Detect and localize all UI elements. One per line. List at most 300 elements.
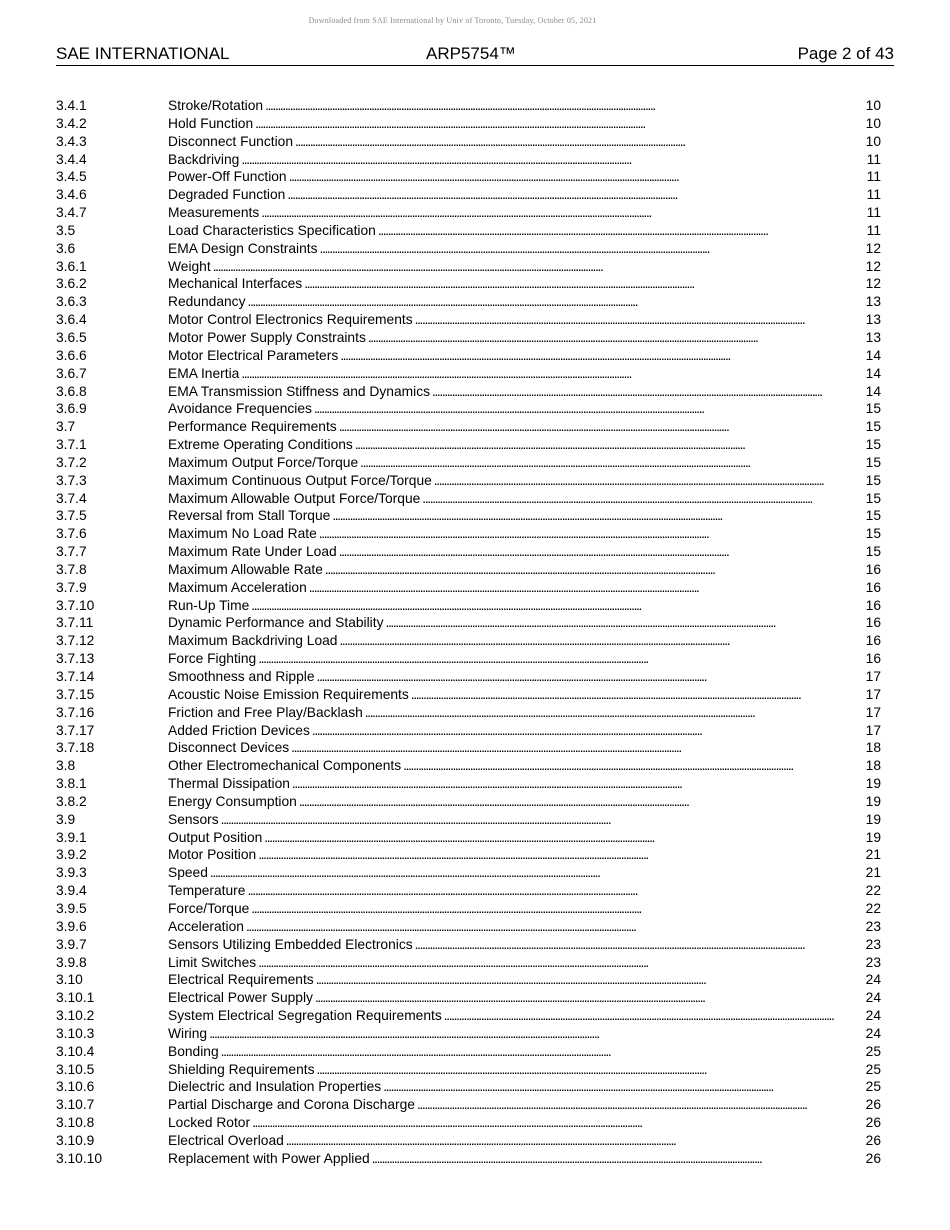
toc-entry-line — [168, 507, 881, 525]
toc-dot-leader — [241, 151, 865, 169]
toc-dot-leader — [320, 240, 865, 258]
toc-section-title: Measurements — [168, 205, 260, 221]
toc-section-title: Wiring — [168, 1025, 208, 1041]
toc-page-number: 11 — [866, 187, 881, 203]
toc-entry[interactable] — [56, 436, 881, 454]
toc-dot-leader — [255, 115, 865, 133]
toc-entry[interactable] — [56, 900, 881, 918]
toc-section-number: 3.7.7 — [56, 544, 87, 560]
toc-section-number: 3.7.14 — [56, 669, 95, 684]
toc-entry[interactable] — [56, 989, 881, 1007]
toc-entry[interactable] — [56, 454, 881, 472]
toc-entry[interactable] — [56, 704, 881, 722]
toc-section-title: Extreme Operating Conditions — [168, 437, 353, 453]
toc-section-title: Power-Off Function — [168, 169, 287, 185]
toc-section-number: 3.10.2 — [56, 1008, 95, 1024]
toc-dot-leader — [287, 186, 865, 204]
toc-entry-line — [168, 186, 881, 204]
toc-section-number: 3.7.2 — [56, 454, 87, 470]
toc-page-number: 16 — [865, 651, 881, 667]
toc-section-title: Dynamic Performance and Stability — [168, 615, 384, 631]
toc-section-title: Weight — [168, 258, 211, 274]
toc-section-number: 3.10 — [56, 972, 83, 988]
toc-entry-line — [168, 168, 881, 186]
toc-section-number: 3.7.10 — [56, 597, 95, 613]
toc-page-number: 22 — [865, 900, 881, 916]
toc-dot-leader — [299, 793, 865, 811]
toc-entry-line — [168, 954, 881, 972]
toc-entry[interactable] — [56, 347, 881, 365]
toc-section-number: 3.7.8 — [56, 561, 87, 577]
toc-page-number: 17 — [865, 669, 881, 684]
toc-section-title: Electrical Requirements — [168, 972, 314, 988]
toc-section-number: 3.6.7 — [56, 365, 87, 381]
toc-dot-leader — [221, 811, 865, 829]
toc-section-number: 3.7.5 — [56, 508, 87, 524]
toc-page-number: 18 — [865, 758, 881, 774]
toc-entry-line — [168, 811, 881, 829]
toc-section-title: Force Fighting — [168, 651, 257, 667]
toc-page-number: 16 — [865, 579, 881, 595]
toc-page-number: 24 — [865, 972, 881, 988]
toc-section-title: Maximum No Load Rate — [168, 526, 317, 542]
toc-entry-line — [168, 846, 881, 864]
toc-dot-leader — [415, 311, 865, 329]
toc-section-number: 3.10.9 — [56, 1132, 95, 1148]
toc-section-number: 3.9.6 — [56, 918, 87, 934]
toc-section-number: 3.10.8 — [56, 1115, 95, 1131]
toc-entry[interactable] — [56, 722, 881, 740]
toc-section-number: 3.7.11 — [56, 615, 94, 631]
toc-entry-line — [168, 971, 881, 989]
toc-entry-line — [168, 222, 881, 240]
toc-dot-leader — [291, 739, 864, 757]
toc-dot-leader — [251, 597, 864, 615]
toc-section-number: 3.7.12 — [56, 633, 95, 649]
toc-section-title: Friction and Free Play/Backlash — [168, 704, 363, 720]
toc-dot-leader — [332, 507, 864, 525]
toc-entry[interactable] — [56, 1061, 881, 1079]
toc-entry-line — [168, 989, 881, 1007]
toc-entry-line — [168, 704, 881, 722]
toc-page-number: 25 — [865, 1061, 881, 1077]
toc-section-title: Acceleration — [168, 918, 244, 934]
toc-section-number: 3.9 — [56, 811, 76, 827]
toc-entry-line — [168, 400, 881, 418]
toc-section-number: 3.6.5 — [56, 329, 87, 345]
toc-entry-line — [168, 525, 881, 543]
toc-entry-line — [168, 900, 881, 918]
toc-entry[interactable] — [56, 614, 881, 632]
toc-section-title: EMA Design Constraints — [168, 240, 318, 256]
toc-entry[interactable] — [56, 490, 881, 508]
toc-entry-line — [168, 365, 881, 383]
toc-section-title: Backdriving — [168, 151, 240, 167]
toc-dot-leader — [258, 846, 864, 864]
toc-section-number: 3.9.8 — [56, 954, 87, 970]
toc-section-title: Smoothness and Ripple — [168, 669, 315, 684]
toc-section-number: 3.10.10 — [56, 1150, 103, 1166]
toc-entry[interactable] — [56, 258, 881, 276]
toc-entry-line — [168, 543, 881, 561]
toc-section-title: Avoidance Frequencies — [168, 401, 312, 417]
toc-page-number: 11 — [866, 169, 881, 185]
toc-page-number: 16 — [865, 615, 881, 631]
toc-entry[interactable] — [56, 383, 881, 401]
toc-section-number: 3.8.2 — [56, 793, 87, 809]
toc-section-title: Force/Torque — [168, 900, 250, 916]
toc-entry[interactable] — [56, 1132, 881, 1150]
toc-entry[interactable] — [56, 115, 881, 133]
toc-page-number: 26 — [865, 1097, 881, 1113]
toc-page-number: 16 — [865, 561, 881, 577]
toc-entry-line — [168, 1043, 881, 1061]
toc-entry[interactable] — [56, 97, 881, 115]
toc-entry[interactable] — [56, 793, 881, 811]
toc-page-number: 12 — [865, 240, 881, 256]
toc-dot-leader — [213, 258, 865, 276]
toc-entry[interactable] — [56, 1150, 881, 1168]
toc-entry[interactable] — [56, 525, 881, 543]
toc-dot-leader — [319, 525, 865, 543]
toc-entry[interactable] — [56, 561, 881, 579]
toc-entry-line — [168, 151, 881, 169]
toc-dot-leader — [383, 1078, 864, 1096]
toc-section-number: 3.4.5 — [56, 169, 87, 185]
toc-entry[interactable] — [56, 918, 881, 936]
toc-page-number: 26 — [865, 1150, 881, 1166]
toc-entry[interactable] — [56, 186, 881, 204]
toc-section-title: Maximum Acceleration — [168, 579, 307, 595]
toc-entry[interactable] — [56, 882, 881, 900]
toc-page-number: 15 — [865, 472, 881, 488]
toc-entry[interactable] — [56, 1025, 881, 1043]
toc-dot-leader — [286, 1132, 865, 1150]
toc-dot-leader — [422, 490, 864, 508]
toc-page-number: 12 — [865, 258, 881, 274]
toc-entry-line — [168, 829, 881, 847]
toc-section-title: Shielding Requirements — [168, 1061, 315, 1077]
toc-section-title: Replacement with Power Applied — [168, 1150, 370, 1166]
toc-entry[interactable] — [56, 240, 881, 258]
toc-entry-line — [168, 293, 881, 311]
toc-entry[interactable] — [56, 275, 881, 293]
toc-dot-leader — [315, 989, 865, 1007]
toc-section-number: 3.10.3 — [56, 1025, 95, 1041]
toc-entry[interactable] — [56, 668, 881, 686]
toc-dot-leader — [403, 757, 865, 775]
toc-section-number: 3.4.1 — [56, 98, 87, 113]
toc-section-title: Temperature — [168, 883, 246, 899]
toc-entry-line — [168, 668, 881, 686]
toc-entry[interactable] — [56, 954, 881, 972]
toc-entry-line — [168, 757, 881, 775]
toc-entry[interactable] — [56, 507, 881, 525]
toc-entry-line — [168, 258, 881, 276]
toc-section-title: Bonding — [168, 1043, 219, 1059]
toc-section-title: Sensors — [168, 811, 219, 827]
toc-dot-leader — [292, 775, 865, 793]
toc-entry-line — [168, 115, 881, 133]
toc-section-title: Mechanical Interfaces — [168, 276, 303, 292]
toc-page-number: 21 — [865, 865, 881, 881]
toc-page-number: 15 — [865, 454, 881, 470]
toc-section-title: Hold Function — [168, 115, 254, 131]
toc-entry-line — [168, 418, 881, 436]
toc-page-number: 14 — [865, 347, 881, 363]
toc-dot-leader — [295, 133, 865, 151]
toc-entry-line — [168, 454, 881, 472]
toc-section-number: 3.7.15 — [56, 686, 95, 702]
toc-section-number: 3.6.8 — [56, 383, 87, 399]
toc-page-number: 19 — [865, 776, 881, 792]
toc-entry-line — [168, 383, 881, 401]
toc-dot-leader — [444, 1007, 865, 1025]
toc-section-number: 3.7.1 — [56, 437, 87, 453]
toc-section-title: Performance Requirements — [168, 419, 337, 435]
toc-section-title: Speed — [168, 865, 208, 881]
toc-section-number: 3.8.1 — [56, 776, 87, 792]
toc-section-number: 3.6 — [56, 240, 76, 256]
toc-dot-leader — [309, 579, 865, 597]
toc-dot-leader — [209, 1025, 865, 1043]
toc-section-title: Load Characteristics Specification — [168, 222, 376, 238]
toc-entry[interactable] — [56, 811, 881, 829]
toc-entry[interactable] — [56, 472, 881, 490]
toc-page-number: 12 — [865, 276, 881, 292]
toc-dot-leader — [246, 918, 865, 936]
toc-entry[interactable] — [56, 597, 881, 615]
toc-section-title: Motor Control Electronics Requirements — [168, 312, 413, 328]
toc-page-number: 24 — [865, 990, 881, 1006]
toc-dot-leader — [339, 418, 865, 436]
toc-dot-leader — [365, 704, 865, 722]
toc-entry[interactable] — [56, 632, 881, 650]
toc-section-number: 3.10.1 — [56, 990, 95, 1006]
toc-dot-leader — [378, 222, 866, 240]
toc-entry[interactable] — [56, 650, 881, 668]
toc-entry-line — [168, 1078, 881, 1096]
toc-entry-line — [168, 632, 881, 650]
toc-section-number: 3.4.2 — [56, 115, 87, 131]
toc-section-number: 3.10.6 — [56, 1079, 95, 1095]
toc-entry[interactable] — [56, 757, 881, 775]
toc-section-number: 3.5 — [56, 222, 76, 238]
toc-entry[interactable] — [56, 846, 881, 864]
toc-entry-line — [168, 1096, 881, 1114]
toc-section-number: 3.10.4 — [56, 1043, 95, 1059]
toc-entry-line — [168, 436, 881, 454]
toc-dot-leader — [317, 668, 865, 686]
toc-entry-line — [168, 722, 881, 740]
toc-section-number: 3.7.16 — [56, 704, 95, 720]
toc-entry[interactable] — [56, 365, 881, 383]
toc-entry[interactable] — [56, 1043, 881, 1061]
toc-section-number: 3.7.3 — [56, 472, 87, 488]
toc-section-title: Sensors Utilizing Embedded Electronics — [168, 936, 413, 952]
toc-page-number: 16 — [865, 633, 881, 649]
toc-section-number: 3.6.2 — [56, 276, 87, 292]
toc-dot-leader — [261, 204, 865, 222]
toc-page-number: 13 — [865, 312, 881, 328]
toc-entry[interactable] — [56, 775, 881, 793]
toc-page-number: 24 — [865, 1008, 881, 1024]
toc-entry-line — [168, 1025, 881, 1043]
toc-entry-line — [168, 936, 881, 954]
toc-section-title: Reversal from Stall Torque — [168, 508, 331, 524]
toc-page-number: 14 — [865, 383, 881, 399]
toc-page-number: 14 — [865, 365, 881, 381]
toc-section-title: Maximum Backdriving Load — [168, 633, 338, 649]
toc-entry-line — [168, 614, 881, 632]
toc-page-number: 15 — [865, 490, 881, 506]
toc-entry[interactable] — [56, 1096, 881, 1114]
toc-dot-leader — [339, 543, 865, 561]
toc-page-number: 10 — [865, 133, 881, 149]
toc-section-number: 3.8 — [56, 758, 76, 774]
toc-page-number: 17 — [865, 722, 881, 738]
toc-section-number: 3.9.3 — [56, 865, 87, 881]
publisher-name: SAE INTERNATIONAL — [56, 44, 230, 63]
toc-section-title: Dielectric and Insulation Properties — [168, 1079, 382, 1095]
toc-entry[interactable] — [56, 1007, 881, 1025]
toc-section-number: 3.9.7 — [56, 936, 87, 952]
table-of-contents — [56, 97, 881, 1168]
toc-section-number: 3.6.6 — [56, 347, 87, 363]
toc-page-number: 13 — [865, 294, 881, 310]
toc-dot-leader — [265, 97, 865, 115]
toc-entry[interactable] — [56, 1078, 881, 1096]
toc-page-number: 16 — [865, 597, 881, 613]
toc-page-number: 17 — [865, 704, 881, 720]
toc-entry[interactable] — [56, 418, 881, 436]
toc-entry-line — [168, 793, 881, 811]
toc-dot-leader — [289, 168, 866, 186]
toc-page-number: 25 — [865, 1043, 881, 1059]
toc-dot-leader — [411, 686, 865, 704]
toc-entry[interactable] — [56, 293, 881, 311]
toc-entry[interactable] — [56, 329, 881, 347]
toc-entry[interactable] — [56, 829, 881, 847]
toc-section-title: Limit Switches — [168, 954, 257, 970]
toc-section-title: Electrical Power Supply — [168, 990, 313, 1006]
page-header — [56, 43, 894, 66]
toc-page-number: 11 — [866, 205, 881, 221]
toc-entry[interactable] — [56, 222, 881, 240]
toc-entry[interactable] — [56, 204, 881, 222]
toc-entry[interactable] — [56, 133, 881, 151]
toc-dot-leader — [316, 1061, 864, 1079]
toc-page-number: 15 — [865, 508, 881, 524]
toc-entry[interactable] — [56, 1114, 881, 1132]
toc-dot-leader — [340, 347, 864, 365]
toc-page-number: 23 — [865, 936, 881, 952]
toc-section-title: Added Friction Devices — [168, 722, 310, 738]
toc-section-number: 3.4.7 — [56, 205, 87, 221]
toc-section-number: 3.7.4 — [56, 490, 87, 506]
toc-section-number: 3.4.6 — [56, 187, 87, 203]
toc-page-number: 23 — [865, 954, 881, 970]
toc-section-number: 3.7 — [56, 419, 76, 435]
toc-page-number: 19 — [865, 811, 881, 827]
toc-entry-line — [168, 579, 881, 597]
toc-entry-line — [168, 1061, 881, 1079]
toc-section-number: 3.9.1 — [56, 829, 87, 845]
toc-section-title: Other Electromechanical Components — [168, 758, 402, 774]
toc-section-number: 3.9.4 — [56, 883, 87, 899]
toc-entry-line — [168, 1007, 881, 1025]
toc-dot-leader — [247, 293, 864, 311]
toc-section-title: Maximum Continuous Output Force/Torque — [168, 472, 432, 488]
toc-dot-leader — [210, 864, 865, 882]
toc-entry[interactable] — [56, 311, 881, 329]
toc-dot-leader — [360, 454, 864, 472]
toc-entry-line — [168, 311, 881, 329]
toc-entry-line — [168, 775, 881, 793]
toc-section-number: 3.6.9 — [56, 401, 87, 417]
toc-entry[interactable] — [56, 739, 881, 757]
toc-entry[interactable] — [56, 864, 881, 882]
toc-section-title: Energy Consumption — [168, 793, 297, 809]
toc-section-number: 3.7.13 — [56, 651, 95, 667]
toc-page-number: 15 — [865, 401, 881, 417]
toc-page-number: 26 — [865, 1132, 881, 1148]
toc-section-number: 3.7.17 — [56, 722, 95, 738]
toc-section-number: 3.4.4 — [56, 151, 87, 167]
toc-entry-line — [168, 1114, 881, 1132]
toc-dot-leader — [355, 436, 865, 454]
toc-entry-line — [168, 739, 881, 757]
toc-section-title: Motor Position — [168, 847, 257, 863]
toc-entry[interactable] — [56, 579, 881, 597]
toc-entry[interactable] — [56, 686, 881, 704]
toc-entry-line — [168, 240, 881, 258]
toc-section-title: EMA Transmission Stiffness and Dynamics — [168, 383, 430, 399]
toc-entry[interactable] — [56, 168, 881, 186]
toc-dot-leader — [372, 1150, 865, 1168]
toc-page-number: 11 — [866, 222, 881, 238]
toc-entry-line — [168, 472, 881, 490]
toc-section-title: EMA Inertia — [168, 365, 240, 381]
toc-page-number: 19 — [865, 829, 881, 845]
toc-section-title: Redundancy — [168, 294, 246, 310]
toc-section-title: System Electrical Segregation Requirements — [168, 1008, 442, 1024]
page-number: Page 2 of 43 — [797, 44, 894, 63]
toc-section-title: Disconnect Devices — [168, 740, 290, 756]
toc-section-number: 3.4.3 — [56, 133, 87, 149]
toc-dot-leader — [252, 1114, 865, 1132]
toc-section-number: 3.9.5 — [56, 900, 87, 916]
toc-entry[interactable] — [56, 971, 881, 989]
toc-entry-line — [168, 686, 881, 704]
toc-dot-leader — [258, 954, 864, 972]
toc-entry[interactable] — [56, 151, 881, 169]
toc-section-number: 3.7.18 — [56, 740, 95, 756]
toc-entry[interactable] — [56, 400, 881, 418]
download-watermark: Downloaded from SAE International by Univ of Toronto, Tuesday, October 05, 2021 — [308, 16, 597, 25]
toc-section-number: 3.7.6 — [56, 526, 87, 542]
toc-entry-line — [168, 1150, 881, 1168]
toc-entry[interactable] — [56, 543, 881, 561]
toc-page-number: 18 — [865, 740, 881, 756]
toc-section-title: Motor Electrical Parameters — [168, 347, 339, 363]
toc-entry-line — [168, 597, 881, 615]
toc-page-number: 15 — [865, 526, 881, 542]
toc-entry-line — [168, 347, 881, 365]
toc-page-number: 15 — [865, 437, 881, 453]
toc-section-number: 3.9.2 — [56, 847, 87, 863]
toc-entry[interactable] — [56, 936, 881, 954]
